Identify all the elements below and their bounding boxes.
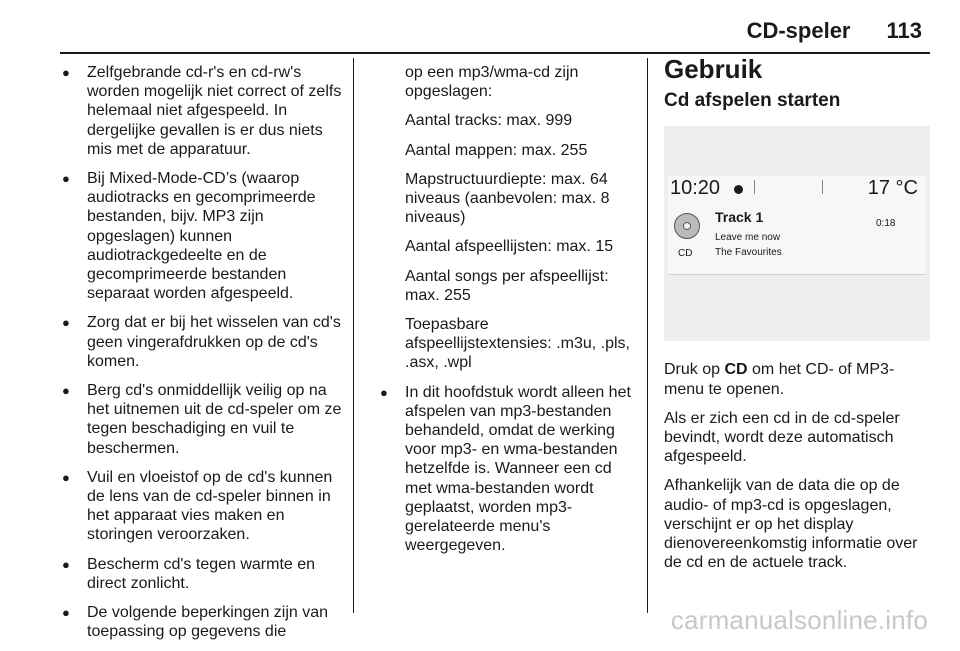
column-divider-1 <box>353 58 354 613</box>
limit-line: Toepasbare afspeellijstextensies: .m3u, .pls, .asx, .wpl <box>405 316 630 372</box>
list-item: ● Zelfgebrande cd-r's en cd-rw's worden mogelijk niet correct of zelfs helemaal niet afgespeeld. In dergelijke gevallen is er dus niets mis met de apparatuur. <box>62 64 342 158</box>
continuation-text: op een mp3/wma-cd zijn opgeslagen: <box>405 64 579 101</box>
list-item: ● In dit hoofdstuk wordt alleen het afspelen van mp3-bestanden behandeld, omdat de werking voor mp3- en wma-bestanden hetzelfde is. Wanneer een cd met wma-bestanden wordt geplaatst, worden mp3-gerelateerde menu's weergegeven. <box>380 383 631 555</box>
track-title: Track 1 <box>715 209 764 226</box>
list-item: ● Berg cd's onmiddellijk veilig op na het uitnemen uit de cd-speler om ze tegen beschadiging en vuil te beschermen. <box>62 382 342 457</box>
cd-disc-icon <box>674 213 700 239</box>
bullet-icon: ● <box>62 383 70 399</box>
song-title: Leave me now <box>715 232 781 244</box>
bullet-icon: ● <box>62 315 70 331</box>
bullet-icon: ● <box>62 171 70 187</box>
display-time: 10:20 <box>670 177 721 200</box>
list-item: ● De volgende beperkingen zijn van toepassing op gegevens die <box>62 604 329 641</box>
limit-line: Aantal songs per afspeellijst: max. 255 <box>405 267 609 304</box>
column-divider-2 <box>647 58 648 613</box>
paragraph: Afhankelijk van de data die op de audio- of mp3-cd is opgeslagen, verschijnt er op het display dienovereenkomstig informatie over de cd en de actuele track. <box>664 477 918 572</box>
status-dot-icon <box>734 185 743 194</box>
header-rule <box>60 52 930 54</box>
display-temperature: 17 °C <box>867 177 918 200</box>
column-2 <box>380 63 635 565</box>
subsection-heading: Cd afspelen starten <box>664 90 841 112</box>
list-item: ● Vuil en vloeistof op de cd's kunnen de lens van de cd-speler binnen in het apparaat vies maken en storingen veroorzaken. <box>62 468 333 544</box>
paragraph: Als er zich een cd in de cd-speler bevindt, wordt deze automatisch afgespeeld. <box>664 409 900 466</box>
page-number: 113 <box>886 18 922 43</box>
display-illustration <box>664 126 930 341</box>
bullet-icon: ● <box>62 605 70 621</box>
limit-line: Aantal mappen: max. 255 <box>405 141 588 159</box>
column-1 <box>62 63 344 651</box>
bullet-icon: ● <box>380 384 388 400</box>
source-label: CD <box>678 248 693 260</box>
bullet-icon: ● <box>62 469 70 485</box>
elapsed-time: 0:18 <box>876 218 896 230</box>
limit-line: Aantal afspeellijsten: max. 15 <box>405 238 614 256</box>
bullet-icon: ● <box>62 556 70 572</box>
radio-display-screen <box>668 176 926 275</box>
watermark: carmanualsonline.info <box>670 605 928 635</box>
column-3 <box>664 54 930 582</box>
cd-key-label: CD <box>724 361 748 379</box>
paragraph: Druk op CD om het CD- of MP3-menu te openen. <box>664 361 895 398</box>
page-title: CD-speler <box>746 18 851 43</box>
limit-line: Aantal tracks: max. 999 <box>405 112 573 130</box>
display-divider <box>822 180 823 194</box>
bullet-icon: ● <box>62 65 70 80</box>
page-header <box>747 18 922 44</box>
list-item: ● Bij Mixed-Mode-CD’s (waarop audiotracks en gecomprimeerde bestanden, bijv. MP3 zijn opgeslagen) kunnen audiotrackgedeelte en de gecomprimeerde bestanden separaat worden afgespeeld. <box>62 170 316 303</box>
display-divider <box>754 180 755 194</box>
list-item: ● Bescherm cd's tegen warmte en direct zonlicht. <box>62 555 316 592</box>
album-title: The Favourites <box>715 247 782 259</box>
limit-line: Mapstructuurdiepte: max. 64 niveaus (aanbevolen: max. 8 niveaus) <box>405 170 610 227</box>
list-item: ● Zorg dat er bij het wisselen van cd's geen vingerafdrukken op de cd's komen. <box>62 314 341 370</box>
section-heading: Gebruik <box>664 54 763 84</box>
